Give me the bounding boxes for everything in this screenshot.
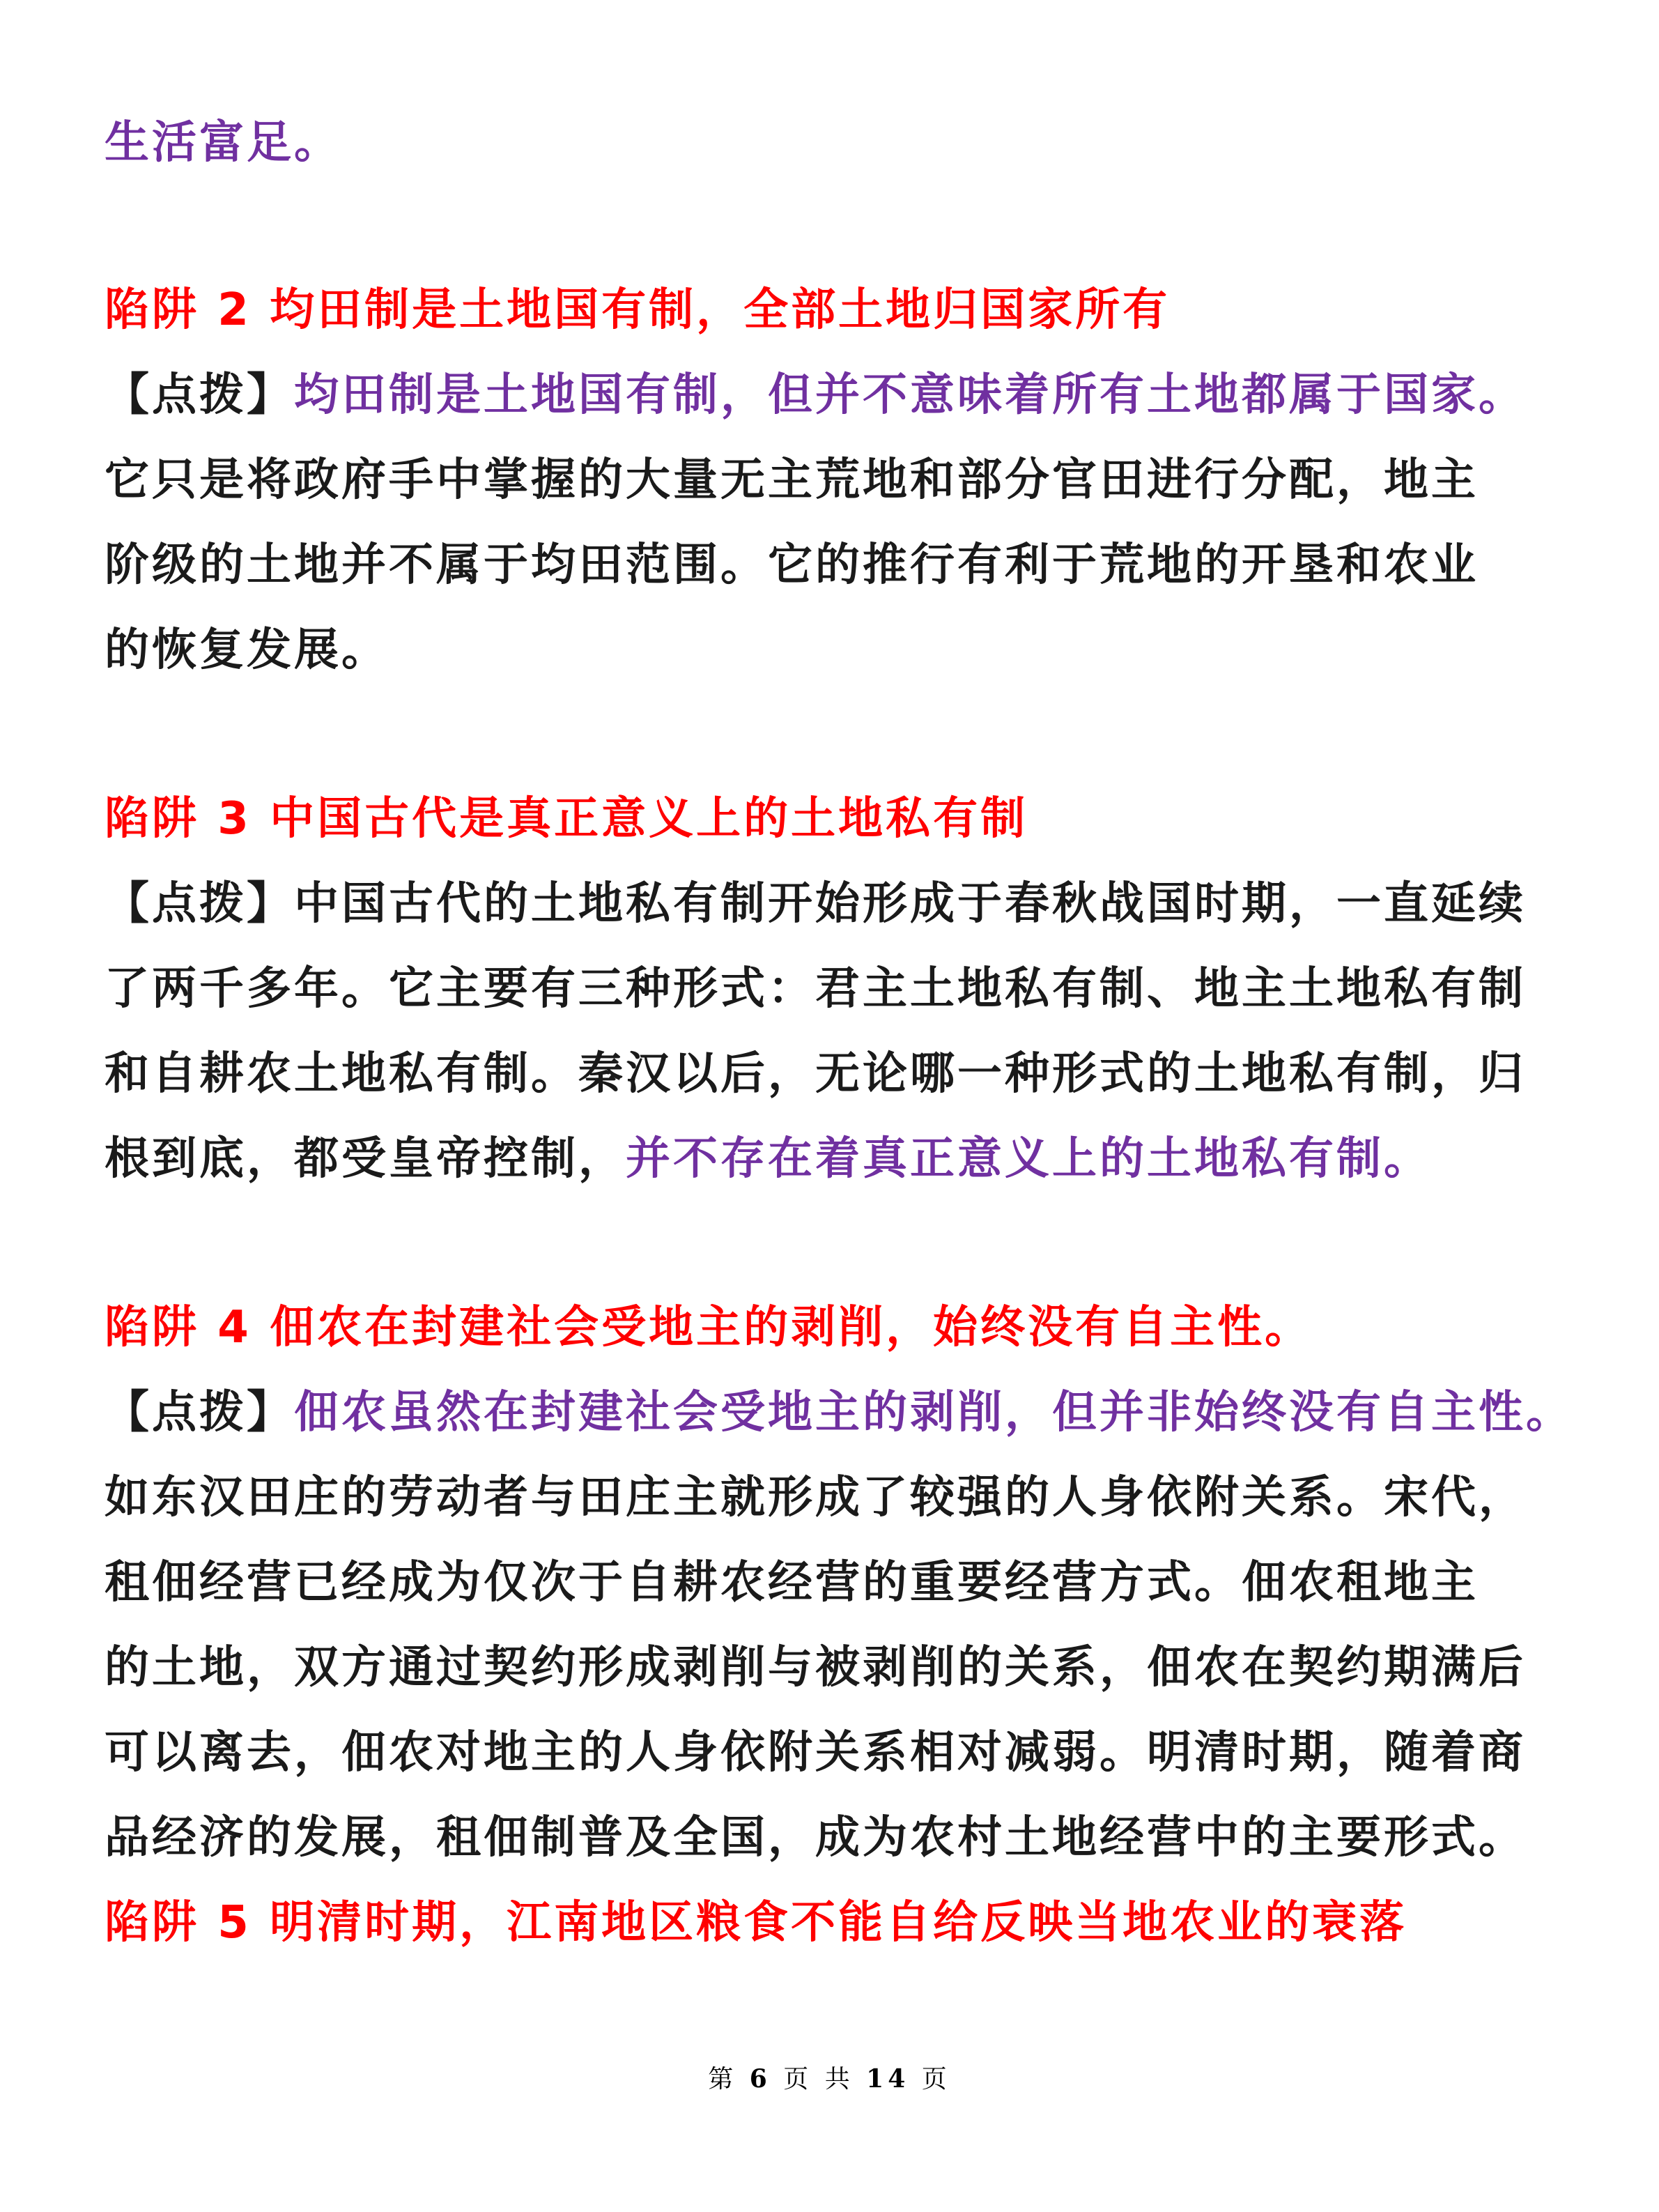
trap-3-heading xyxy=(105,788,1575,850)
text-line-15 xyxy=(105,1551,1575,1614)
text-line-1 xyxy=(105,112,1575,174)
body-text: 根到底，都受皇帝控制， xyxy=(105,1133,626,1185)
text-line-8 xyxy=(105,873,1575,935)
text-line-13 xyxy=(105,1381,1575,1444)
text-line-10 xyxy=(105,1043,1575,1105)
body-text: 和自耕农土地私有制。秦汉以后，无论哪一种形式的土地私有制，归 xyxy=(105,1048,1526,1100)
body-text: 的恢复发展。 xyxy=(105,624,389,676)
text-line-9 xyxy=(105,958,1575,1020)
body-text: 了两千多年。它主要有三种形式：君主土地私有制、地主土地私有制 xyxy=(105,963,1526,1015)
text-line-14 xyxy=(105,1466,1575,1529)
hint-label: 【点拨】 xyxy=(105,1387,294,1438)
body-text: 品经济的发展，租佃制普及全国，成为农村土地经营中的主要形式。 xyxy=(105,1812,1526,1864)
text-line-6 xyxy=(105,619,1575,682)
trap-heading-text: 陷阱 4 佃农在封建社会受地主的剥削，始终没有自主性。 xyxy=(105,1302,1313,1353)
trap-4-heading xyxy=(105,1296,1575,1359)
text-line-11 xyxy=(105,1128,1575,1190)
total-pages-number: 14 xyxy=(866,2064,910,2094)
body-text: 可以离去，佃农对地主的人身依附关系相对减弱。明清时期，随着商 xyxy=(105,1727,1526,1779)
text-line-16 xyxy=(105,1636,1575,1699)
text-line-3 xyxy=(105,364,1575,427)
footer-middle: 页 共 xyxy=(783,2065,854,2094)
text-line-17 xyxy=(105,1721,1575,1784)
body-text: 如东汉田庄的劳动者与田庄主就形成了较强的人身依附关系。宋代， xyxy=(105,1472,1526,1523)
emphasis-text: 佃农虽然在封建社会受地主的剥削，但并非始终没有自主性。 xyxy=(294,1387,1573,1438)
trap-2-heading xyxy=(105,279,1575,341)
text-line-4 xyxy=(105,449,1575,512)
page-footer xyxy=(0,2059,1659,2095)
current-page-number: 6 xyxy=(749,2064,771,2094)
footer-suffix: 页 xyxy=(921,2065,951,2094)
text-line-18 xyxy=(105,1806,1575,1869)
trap-heading-text: 陷阱 5 明清时期，江南地区粮食不能自给反映当地农业的衰落 xyxy=(105,1897,1407,1949)
trap-heading-text: 陷阱 3 中国古代是真正意义上的土地私有制 xyxy=(105,793,1028,845)
emphasis-text: 并不存在着真正意义上的土地私有制。 xyxy=(626,1133,1431,1185)
footer-prefix: 第 xyxy=(708,2065,738,2094)
body-text: 的土地，双方通过契约形成剥削与被剥削的关系，佃农在契约期满后 xyxy=(105,1642,1526,1693)
trap-5-heading xyxy=(105,1891,1575,1954)
body-text: 阶级的土地并不属于均田范围。它的推行有利于荒地的开垦和农业 xyxy=(105,539,1479,591)
text-line-5 xyxy=(105,534,1575,597)
trap-heading-text: 陷阱 2 均田制是土地国有制，全部土地归国家所有 xyxy=(105,284,1171,336)
body-text: 【点拨】中国古代的土地私有制开始形成于春秋战国时期，一直延续 xyxy=(105,878,1526,930)
hint-label: 【点拨】 xyxy=(105,369,294,421)
body-text: 它只是将政府手中掌握的大量无主荒地和部分官田进行分配，地主 xyxy=(105,454,1479,506)
body-text: 租佃经营已经成为仅次于自耕农经营的重要经营方式。佃农租地主 xyxy=(105,1557,1479,1608)
emphasis-text: 生活富足。 xyxy=(105,117,341,169)
emphasis-text: 均田制是土地国有制，但并不意味着所有土地都属于国家。 xyxy=(294,369,1526,421)
